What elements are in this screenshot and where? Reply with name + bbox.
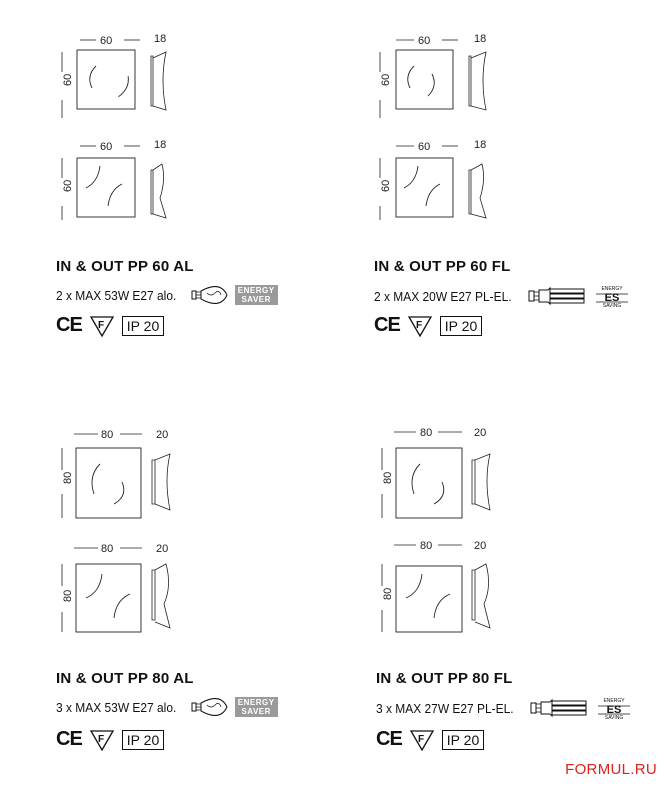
- ip-rating-badge: IP 20: [122, 730, 164, 750]
- width-dimension: 80: [420, 540, 433, 552]
- height-dimension: 80: [382, 587, 394, 600]
- width-dimension: 80: [101, 429, 114, 441]
- certification-row: [56, 728, 164, 751]
- ce-mark-icon: CE: [56, 728, 82, 750]
- f-triangle-icon: [410, 729, 434, 751]
- technical-drawing: [56, 30, 356, 270]
- energy-saver-badge: [235, 697, 278, 717]
- f-mark-label: F: [97, 733, 104, 745]
- depth-dimension: 18: [154, 33, 167, 45]
- product-title: IN & OUT PP 80 FL: [376, 670, 513, 687]
- height-dimension: 60: [62, 179, 74, 192]
- width-dimension: 60: [418, 35, 431, 47]
- depth-dimension: 20: [156, 543, 169, 555]
- product-spec: [374, 284, 632, 308]
- spec-text: 3 x MAX 27W E27 PL-EL.: [376, 700, 514, 716]
- certification-row: [56, 314, 164, 337]
- badge-line: SAVER: [241, 707, 271, 716]
- product-spec: [56, 696, 278, 718]
- technical-drawing: [374, 30, 671, 270]
- depth-dimension: 20: [474, 540, 487, 552]
- height-dimension: 80: [382, 471, 394, 484]
- technical-drawing: [56, 424, 356, 664]
- width-dimension: 60: [100, 141, 113, 153]
- product-title: IN & OUT PP 60 FL: [374, 258, 511, 275]
- width-dimension: 80: [420, 427, 433, 439]
- height-dimension: 60: [62, 73, 74, 86]
- depth-dimension: 18: [474, 139, 487, 151]
- ip-rating-badge: IP 20: [440, 316, 482, 336]
- f-triangle-icon: [408, 315, 432, 337]
- energy-saver-badge: [235, 285, 278, 305]
- fluorescent-bulb-icon: [530, 697, 590, 719]
- f-triangle-icon: [90, 315, 114, 337]
- certification-row: [374, 314, 482, 337]
- halogen-bulb-icon: [191, 696, 231, 718]
- spec-text: 3 x MAX 53W E27 alo.: [56, 699, 177, 715]
- ip-rating-badge: IP 20: [442, 730, 484, 750]
- energy-saving-es-badge: [594, 696, 634, 720]
- width-dimension: 80: [101, 543, 114, 555]
- badge-line: ES: [606, 704, 621, 716]
- width-dimension: 60: [418, 141, 431, 153]
- badge-line: ENERGY: [237, 286, 275, 295]
- spec-text: 2 x MAX 20W E27 PL-EL.: [374, 288, 512, 304]
- depth-dimension: 20: [156, 429, 169, 441]
- depth-dimension: 20: [474, 427, 487, 439]
- width-dimension: 60: [100, 35, 113, 47]
- height-dimension: 80: [62, 471, 74, 484]
- depth-dimension: 18: [154, 139, 167, 151]
- f-mark-label: F: [415, 319, 422, 331]
- badge-line: SAVING: [602, 303, 621, 308]
- badge-line: ES: [604, 292, 619, 304]
- product-title: IN & OUT PP 60 AL: [56, 258, 194, 275]
- product-spec: [56, 284, 278, 306]
- height-dimension: 80: [62, 589, 74, 602]
- height-dimension: 60: [380, 73, 392, 86]
- fluorescent-bulb-icon: [528, 285, 588, 307]
- ce-mark-icon: CE: [374, 314, 400, 336]
- badge-line: ENERGY: [601, 286, 623, 292]
- spec-text: 2 x MAX 53W E27 alo.: [56, 287, 177, 303]
- certification-row: [376, 728, 484, 751]
- energy-saving-es-badge: [592, 284, 632, 308]
- product-title: IN & OUT PP 80 AL: [56, 670, 194, 687]
- f-mark-label: F: [97, 319, 104, 331]
- badge-line: ENERGY: [603, 698, 625, 704]
- watermark: FORMUL.RU: [565, 761, 657, 778]
- badge-line: SAVER: [241, 295, 271, 304]
- ce-mark-icon: CE: [376, 728, 402, 750]
- height-dimension: 60: [380, 179, 392, 192]
- badge-line: ENERGY: [237, 698, 275, 707]
- depth-dimension: 18: [474, 33, 487, 45]
- ce-mark-icon: CE: [56, 314, 82, 336]
- technical-drawing: [376, 424, 671, 664]
- ip-rating-badge: IP 20: [122, 316, 164, 336]
- product-spec: [376, 696, 634, 720]
- f-triangle-icon: [90, 729, 114, 751]
- halogen-bulb-icon: [191, 284, 231, 306]
- badge-line: SAVING: [604, 715, 623, 720]
- f-mark-label: F: [417, 733, 424, 745]
